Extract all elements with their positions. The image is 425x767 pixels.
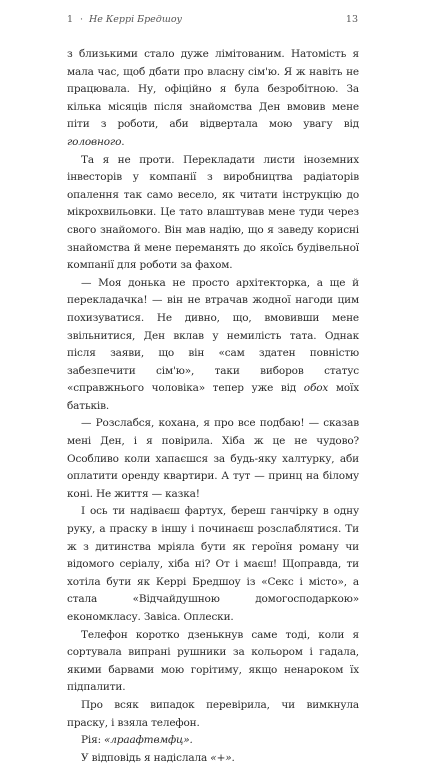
paragraph: Про всяк випадок перевірила, чи вимкнула праску, і взяла телефон.	[67, 698, 359, 729]
paragraph	[67, 275, 359, 416]
paragraph: з близькими стало дуже лімітованим. Натомість я мала час, щоб дбати про власну сім'ю. Я ж навіть не працювала. Ну, офіційно я була безробітною. За кілька місяців після знайомства Ден вмовив мене піти з роботи, аби відвертала мою увагу від головного.	[67, 48, 359, 148]
paragraph-text: з близькими стало дуже лімітованим. Натомість я мала час, щоб дбати про власну сім'ю. Я ж навіть не працювала. Ну, офіційно я була безробітною. За кілька місяців після знайомства Ден вмовив мене піти з роботи, аби відвертала мою увагу від	[67, 48, 359, 131]
chapter-number: 1	[67, 14, 74, 25]
running-header	[67, 14, 358, 30]
paragraph-text: — Моя донька не просто архітекторка, а ще й перекладачка! — він не втрачав жодної нагоди цим похизуватися. Не дивно, що, вмовивши мене звільнитися, Ден вклав у немилість тата. Однак після заяви, що він «сам здатен повністю забезпечити сім'ю», таки виборов статус «справжнього чоловіка» тепер уже від	[67, 276, 359, 395]
paragraph-tail: моїх батьків.	[67, 382, 359, 412]
page-number: 13	[345, 14, 358, 25]
text-message	[67, 732, 359, 750]
paragraph: — Розслабся, кохана, я про все подбаю! — сказав мені Ден, і я повірила. Хіба ж це не чудово? Особливо коли хапаєшся за будь-яку халтурку, аби оплатити оренду квартири. А тут — принц на білому коні. Не життя — казка!	[67, 417, 359, 500]
emphasis-word: головного	[67, 135, 122, 148]
chapter-title: Не Керрі Бредшоу	[89, 14, 183, 25]
message-text: «лраафтвмфц».	[104, 734, 193, 747]
emphasis-word: обох	[303, 382, 329, 395]
body-text	[67, 46, 359, 767]
reply-suffix: .	[231, 751, 235, 764]
reply-prefix: У відповідь я надіслала	[81, 751, 211, 764]
message-sender: Рія:	[81, 734, 101, 747]
reply-sent: «+»	[210, 751, 232, 764]
header-separator: ·	[80, 14, 84, 25]
paragraph: І ось ти надіваєш фартух, береш ганчірку в одну руку, а праску в іншу і починаєш розслаблятися. Ти ж з дитинства мріяла бути як героїня роману чи відомого серіалу, хіба ні? От і маєш! Щоправда, ти хотіла бути як Керрі Бредшоу із «Секс і місто», а стала «Відчайдушною домогосподаркою» економкласу. Завіса. Оплески.	[67, 505, 359, 623]
paragraph: Та я не проти. Перекладати листи іноземних інвесторів у компанії з виробництва радіаторів опалення так само весело, як читати інструкцію до мікрохвильовки. Це тато влаштував мене туди через свого знайомого. Він мав надію, що я заведу корисні знайомства й мене переманять до якоїсь будівельної компанії для роботи за фахом.	[67, 153, 359, 272]
paragraph: Телефон коротко дзенькнув саме тоді, коли я сортувала випрані рушники за кольором і гадала, якими барвами мою горітиму, якщо ненароком їх підпалити.	[67, 628, 359, 694]
paragraph	[67, 750, 359, 767]
